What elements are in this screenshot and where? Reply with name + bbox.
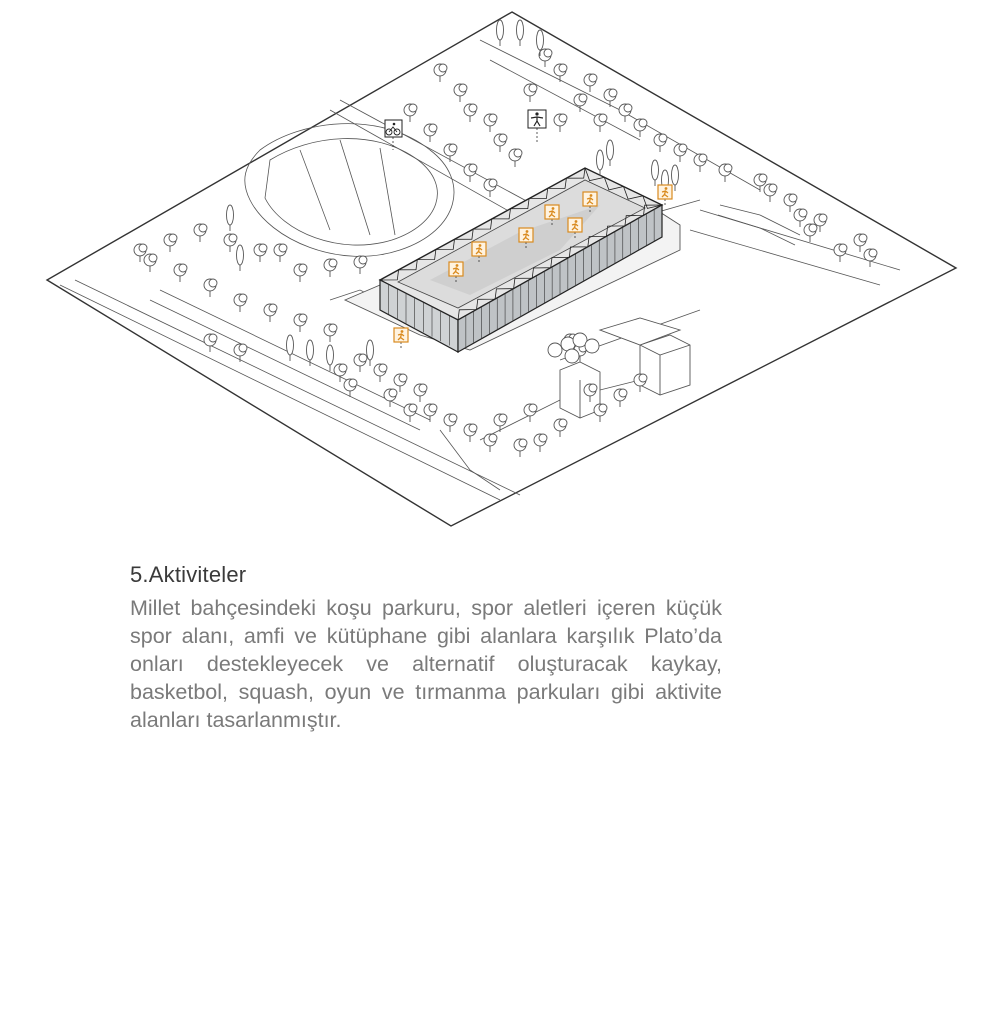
caption-body: Millet bahçesindeki koşu parkuru, spor aletleri içeren küçük spor alanı, amfi ve kütüphane gibi alanlara karşılık Plato’da onları destekleyecek ve alternatif oluşturacak kaykay, basketbol, squash, oyun ve tırmanma parkuları gibi aktivite alanları tasarlanmıştır. bbox=[130, 596, 722, 732]
tree bbox=[548, 343, 562, 357]
tree bbox=[565, 349, 579, 363]
caption bbox=[130, 562, 722, 734]
tree bbox=[585, 339, 599, 353]
caption-heading: 5.Aktiviteler bbox=[130, 562, 247, 587]
